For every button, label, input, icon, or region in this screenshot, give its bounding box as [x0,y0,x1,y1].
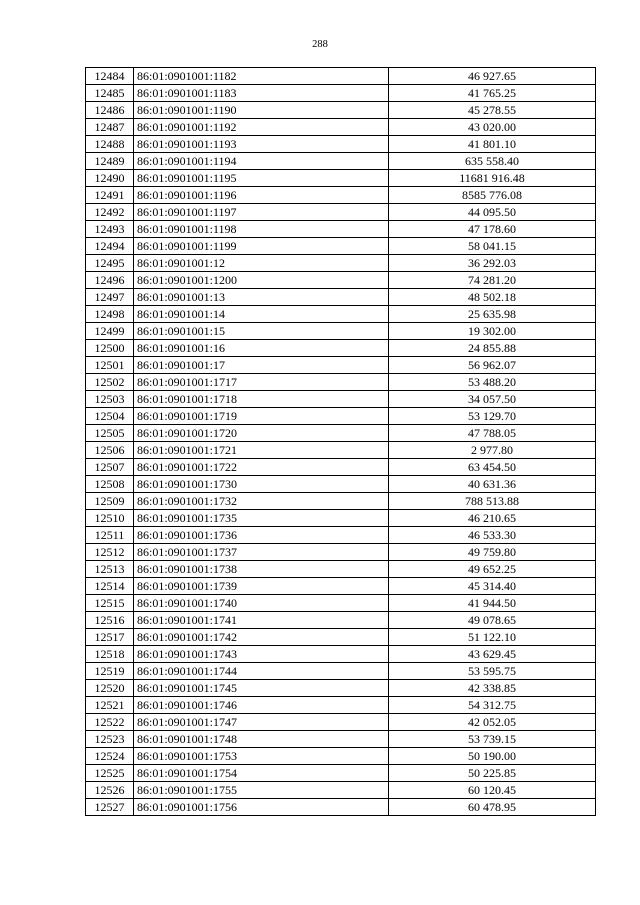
row-number-cell: 12487 [86,119,134,136]
cadastral-number-cell: 86:01:0901001:1720 [134,425,389,442]
cadastral-number-cell: 86:01:0901001:1198 [134,221,389,238]
value-cell: 2 977.80 [389,442,596,459]
table-row [86,493,596,510]
table-row [86,170,596,187]
table-row [86,391,596,408]
row-number-cell: 12513 [86,561,134,578]
row-number-cell: 12512 [86,544,134,561]
row-number-cell: 12502 [86,374,134,391]
value-cell: 25 635.98 [389,306,596,323]
table-row [86,748,596,765]
table-row [86,629,596,646]
row-number-cell: 12497 [86,289,134,306]
row-number-cell: 12517 [86,629,134,646]
row-number-cell: 12504 [86,408,134,425]
value-cell: 74 281.20 [389,272,596,289]
row-number-cell: 12518 [86,646,134,663]
value-cell: 34 057.50 [389,391,596,408]
row-number-cell: 12493 [86,221,134,238]
table-row [86,765,596,782]
row-number-cell: 12494 [86,238,134,255]
table-row [86,731,596,748]
cadastral-number-cell: 86:01:0901001:1718 [134,391,389,408]
row-number-cell: 12495 [86,255,134,272]
table-row [86,408,596,425]
cadastral-number-cell: 86:01:0901001:1742 [134,629,389,646]
table-row [86,612,596,629]
cadastral-number-cell: 86:01:0901001:1748 [134,731,389,748]
value-cell: 51 122.10 [389,629,596,646]
value-cell: 54 312.75 [389,697,596,714]
cadastral-number-cell: 86:01:0901001:1741 [134,612,389,629]
value-cell: 40 631.36 [389,476,596,493]
row-number-cell: 12508 [86,476,134,493]
value-cell: 60 120.45 [389,782,596,799]
value-cell: 47 788.05 [389,425,596,442]
row-number-cell: 12492 [86,204,134,221]
cadastral-number-cell: 86:01:0901001:1192 [134,119,389,136]
table-row [86,119,596,136]
value-cell: 42 052.05 [389,714,596,731]
table-row [86,238,596,255]
cadastral-number-cell: 86:01:0901001:1740 [134,595,389,612]
table-row [86,476,596,493]
value-cell: 42 338.85 [389,680,596,697]
row-number-cell: 12526 [86,782,134,799]
cadastral-number-cell: 86:01:0901001:1736 [134,527,389,544]
table-row [86,646,596,663]
row-number-cell: 12516 [86,612,134,629]
cadastral-number-cell: 86:01:0901001:1196 [134,187,389,204]
value-cell: 48 502.18 [389,289,596,306]
value-cell: 50 190.00 [389,748,596,765]
cadastral-number-cell: 86:01:0901001:15 [134,323,389,340]
row-number-cell: 12525 [86,765,134,782]
row-number-cell: 12521 [86,697,134,714]
value-cell: 63 454.50 [389,459,596,476]
value-cell: 53 739.15 [389,731,596,748]
cadastral-number-cell: 86:01:0901001:16 [134,340,389,357]
cadastral-number-cell: 86:01:0901001:1182 [134,68,389,85]
table-row [86,289,596,306]
row-number-cell: 12489 [86,153,134,170]
row-number-cell: 12505 [86,425,134,442]
row-number-cell: 12491 [86,187,134,204]
row-number-cell: 12523 [86,731,134,748]
row-number-cell: 12515 [86,595,134,612]
value-cell: 49 078.65 [389,612,596,629]
row-number-cell: 12520 [86,680,134,697]
value-cell: 788 513.88 [389,493,596,510]
cadastral-number-cell: 86:01:0901001:1747 [134,714,389,731]
row-number-cell: 12498 [86,306,134,323]
cadastral-number-cell: 86:01:0901001:14 [134,306,389,323]
row-number-cell: 12510 [86,510,134,527]
cadastral-number-cell: 86:01:0901001:17 [134,357,389,374]
table-row [86,527,596,544]
table-row [86,204,596,221]
table-row [86,85,596,102]
row-number-cell: 12522 [86,714,134,731]
cadastral-number-cell: 86:01:0901001:1200 [134,272,389,289]
table-row [86,255,596,272]
table-row [86,357,596,374]
table-row [86,187,596,204]
row-number-cell: 12524 [86,748,134,765]
value-cell: 53 129.70 [389,408,596,425]
row-number-cell: 12486 [86,102,134,119]
value-cell: 47 178.60 [389,221,596,238]
value-cell: 11681 916.48 [389,170,596,187]
value-cell: 45 278.55 [389,102,596,119]
cadastral-number-cell: 86:01:0901001:1194 [134,153,389,170]
page-number: 288 [312,39,328,50]
table-body [86,68,596,816]
cadastral-number-cell: 86:01:0901001:1719 [134,408,389,425]
table-row [86,510,596,527]
cadastral-number-cell: 86:01:0901001:1753 [134,748,389,765]
cadastral-number-cell: 86:01:0901001:1190 [134,102,389,119]
row-number-cell: 12514 [86,578,134,595]
cadastral-number-cell: 86:01:0901001:1722 [134,459,389,476]
table-row [86,102,596,119]
value-cell: 36 292.03 [389,255,596,272]
table-row [86,595,596,612]
cadastral-number-cell: 86:01:0901001:1730 [134,476,389,493]
row-number-cell: 12501 [86,357,134,374]
row-number-cell: 12506 [86,442,134,459]
value-cell: 24 855.88 [389,340,596,357]
table-row [86,544,596,561]
row-number-cell: 12500 [86,340,134,357]
row-number-cell: 12511 [86,527,134,544]
table-row [86,425,596,442]
value-cell: 46 533.30 [389,527,596,544]
cadastral-number-cell: 86:01:0901001:1735 [134,510,389,527]
row-number-cell: 12503 [86,391,134,408]
value-cell: 41 801.10 [389,136,596,153]
table-row [86,714,596,731]
cadastral-number-cell: 86:01:0901001:12 [134,255,389,272]
cadastral-number-cell: 86:01:0901001:1721 [134,442,389,459]
value-cell: 45 314.40 [389,578,596,595]
cadastral-number-cell: 86:01:0901001:1737 [134,544,389,561]
value-cell: 635 558.40 [389,153,596,170]
row-number-cell: 12507 [86,459,134,476]
table-row [86,374,596,391]
table-row [86,680,596,697]
cadastral-number-cell: 86:01:0901001:1195 [134,170,389,187]
row-number-cell: 12509 [86,493,134,510]
cadastral-number-cell: 86:01:0901001:1183 [134,85,389,102]
value-cell: 46 210.65 [389,510,596,527]
row-number-cell: 12499 [86,323,134,340]
table-row [86,459,596,476]
value-cell: 53 488.20 [389,374,596,391]
cadastral-number-cell: 86:01:0901001:1755 [134,782,389,799]
cadastral-number-cell: 86:01:0901001:1197 [134,204,389,221]
row-number-cell: 12527 [86,799,134,816]
cadastral-number-cell: 86:01:0901001:1717 [134,374,389,391]
table-row [86,153,596,170]
table-row [86,799,596,816]
row-number-cell: 12484 [86,68,134,85]
table-row [86,442,596,459]
table-row [86,221,596,238]
value-cell: 56 962.07 [389,357,596,374]
cadastral-number-cell: 86:01:0901001:1754 [134,765,389,782]
table-row [86,340,596,357]
cadastral-number-cell: 86:01:0901001:1193 [134,136,389,153]
value-cell: 43 020.00 [389,119,596,136]
cadastral-number-cell: 86:01:0901001:1199 [134,238,389,255]
cadastral-number-cell: 86:01:0901001:1743 [134,646,389,663]
data-table [85,67,596,816]
table-row [86,306,596,323]
table-row [86,697,596,714]
value-cell: 44 095.50 [389,204,596,221]
row-number-cell: 12519 [86,663,134,680]
row-number-cell: 12485 [86,85,134,102]
row-number-cell: 12490 [86,170,134,187]
table-row [86,323,596,340]
cadastral-number-cell: 86:01:0901001:1732 [134,493,389,510]
value-cell: 50 225.85 [389,765,596,782]
value-cell: 19 302.00 [389,323,596,340]
table-row [86,578,596,595]
table-row [86,136,596,153]
cadastral-number-cell: 86:01:0901001:1739 [134,578,389,595]
cadastral-number-cell: 86:01:0901001:1738 [134,561,389,578]
table-row [86,663,596,680]
value-cell: 41 765.25 [389,85,596,102]
value-cell: 8585 776.08 [389,187,596,204]
row-number-cell: 12496 [86,272,134,289]
value-cell: 53 595.75 [389,663,596,680]
value-cell: 49 652.25 [389,561,596,578]
value-cell: 46 927.65 [389,68,596,85]
value-cell: 58 041.15 [389,238,596,255]
value-cell: 41 944.50 [389,595,596,612]
value-cell: 49 759.80 [389,544,596,561]
cadastral-number-cell: 86:01:0901001:1746 [134,697,389,714]
table-row [86,782,596,799]
cadastral-number-cell: 86:01:0901001:13 [134,289,389,306]
cadastral-number-cell: 86:01:0901001:1756 [134,799,389,816]
cadastral-number-cell: 86:01:0901001:1745 [134,680,389,697]
table-row [86,68,596,85]
value-cell: 60 478.95 [389,799,596,816]
row-number-cell: 12488 [86,136,134,153]
table-row [86,561,596,578]
value-cell: 43 629.45 [389,646,596,663]
table-row [86,272,596,289]
cadastral-number-cell: 86:01:0901001:1744 [134,663,389,680]
